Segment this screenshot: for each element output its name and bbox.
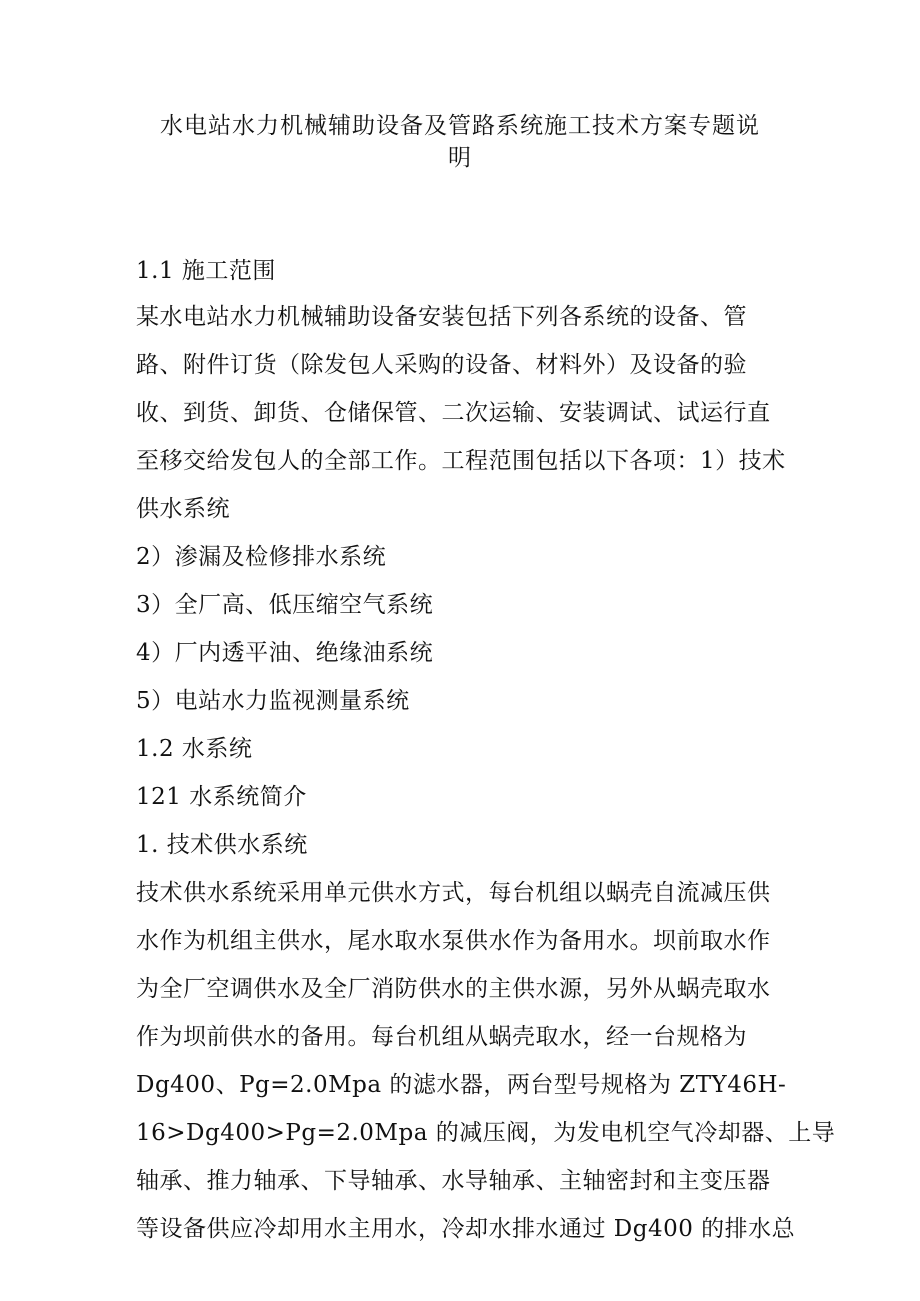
paragraph-line: 供水系统 <box>136 496 230 522</box>
list-item: 4）厂内透平油、绝缘油系统 <box>136 640 434 666</box>
paragraph-line: 技术供水系统采用单元供水方式，每台机组以蜗壳自流减压供 <box>136 880 771 906</box>
document-title-line-1: 水电站水力机械辅助设备及管路系统施工技术方案专题说 <box>160 113 760 139</box>
paragraph-line: 16>Dg400>Pg=2.0Mpa 的减压阀，为发电机空气冷却器、上导 <box>136 1120 836 1146</box>
section-heading-1-1: 1.1 施工范围 <box>136 258 276 284</box>
paragraph-line: 为全厂空调供水及全厂消防供水的主供水源，另外从蜗壳取水 <box>136 976 771 1002</box>
paragraph-line: Dg400、Pg=2.0Mpa 的滤水器，两台型号规格为 ZTY46H- <box>136 1072 787 1098</box>
paragraph-line: 至移交给发包人的全部工作。工程范围包括以下各项：1）技术 <box>136 448 786 474</box>
section-heading-1-2: 1.2 水系统 <box>136 736 253 762</box>
paragraph-line: 轴承、推力轴承、下导轴承、水导轴承、主轴密封和主变压器 <box>136 1168 771 1194</box>
subsection-heading: 121 水系统简介 <box>136 784 307 810</box>
list-item: 2）渗漏及检修排水系统 <box>136 544 387 570</box>
subsection-heading: 1. 技术供水系统 <box>136 832 308 858</box>
paragraph-line: 等设备供应冷却用水主用水，冷却水排水通过 Dg400 的排水总 <box>136 1216 796 1242</box>
paragraph-line: 路、附件订货（除发包人采购的设备、材料外）及设备的验 <box>136 352 747 378</box>
paragraph-line: 某水电站水力机械辅助设备安装包括下列各系统的设备、管 <box>136 304 747 330</box>
list-item: 5）电站水力监视测量系统 <box>136 688 410 714</box>
paragraph-line: 收、到货、卸货、仓储保管、二次运输、安装调试、试运行直 <box>136 400 771 426</box>
document-title-line-2: 明 <box>448 145 472 171</box>
paragraph-line: 水作为机组主供水，尾水取水泵供水作为备用水。坝前取水作 <box>136 928 771 954</box>
list-item: 3）全厂高、低压缩空气系统 <box>136 592 434 618</box>
paragraph-line: 作为坝前供水的备用。每台机组从蜗壳取水，经一台规格为 <box>136 1024 747 1050</box>
